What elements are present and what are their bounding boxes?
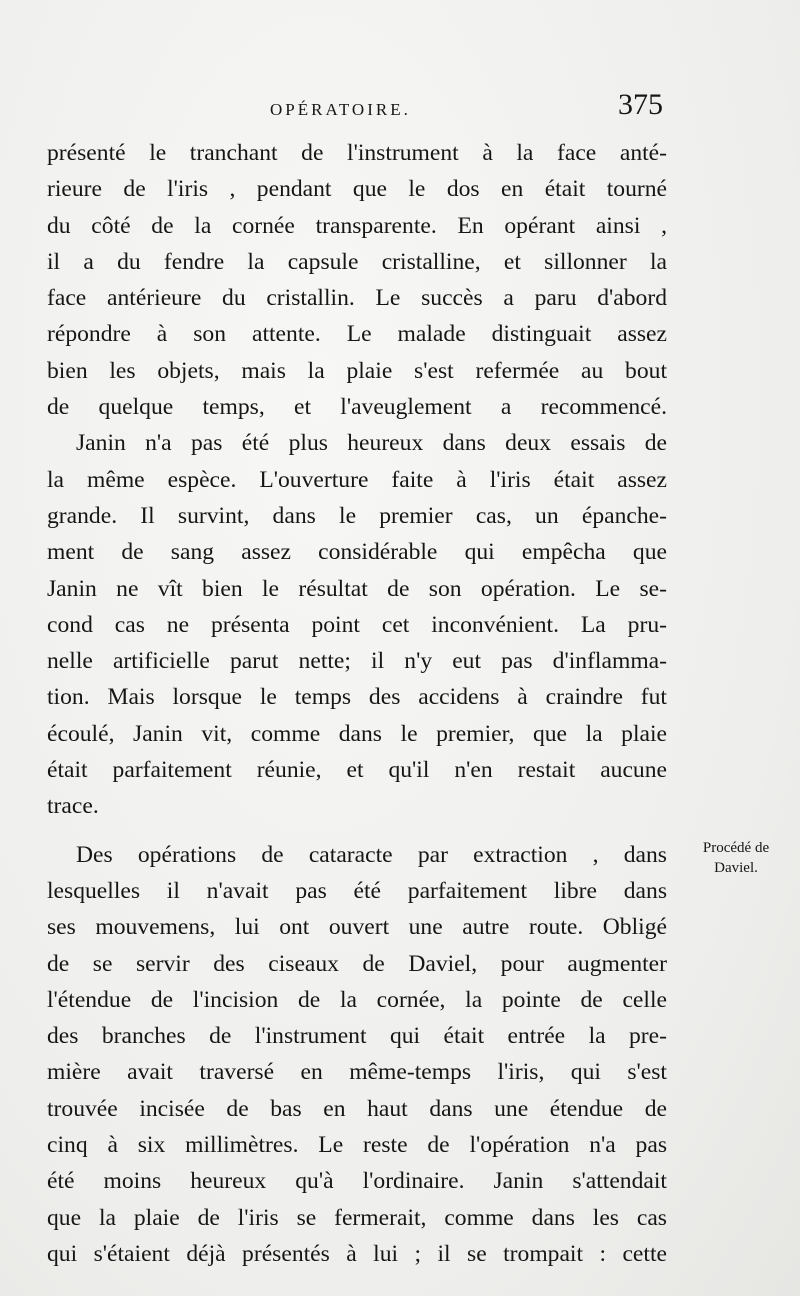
text-line: Des opérations de cataracte par extraction , dans xyxy=(76,841,667,868)
text-line: trouvée incisée de bas en haut dans une étendue de xyxy=(47,1095,667,1122)
text-line: lesquelles il n'avait pas été parfaitement libre dans xyxy=(47,877,667,904)
text-line: que la plaie de l'iris se fermerait, comme dans les cas xyxy=(47,1204,667,1231)
text-line: ses mouvemens, lui ont ouvert une autre route. Obligé xyxy=(47,914,667,941)
text-line: rieure de l'iris , pendant que le dos en était tourné xyxy=(47,176,667,203)
text-line: du côté de la cornée transparente. En opérant ainsi , xyxy=(47,212,667,239)
text-line: qui s'étaient déjà présentés à lui ; il se trompait : cette xyxy=(47,1240,667,1267)
text-line: mière avait traversé en même-temps l'iris, qui s'est xyxy=(47,1059,667,1086)
text-line: grande. Il survint, dans le premier cas, un épanche- xyxy=(47,502,667,529)
text-line: ment de sang assez considérable qui empêcha que xyxy=(47,539,667,566)
text-line: était parfaitement réunie, et qu'il n'en restait aucune xyxy=(47,757,667,784)
margin-note-line: Daviel. xyxy=(714,860,758,876)
text-line: face antérieure du cristallin. Le succès a paru d'abord xyxy=(47,285,667,312)
page-number: 375 xyxy=(618,88,663,121)
margin-note-line: Procédé de xyxy=(702,840,770,856)
text-line: nelle artificielle parut nette; il n'y eut pas d'inflamma- xyxy=(47,648,667,675)
text-line: bien les objets, mais la plaie s'est refermée au bout xyxy=(47,357,667,384)
text-line: Janin ne vît bien le résultat de son opération. Le se- xyxy=(47,575,667,602)
text-line: répondre à son attente. Le malade distinguait assez xyxy=(47,321,667,348)
text-line: de se servir des ciseaux de Daviel, pour augmenter xyxy=(47,950,667,977)
text-line: Janin n'a pas été plus heureux dans deux essais de xyxy=(76,430,667,457)
text-line: cond cas ne présenta point cet inconvénient. La pru- xyxy=(47,611,667,638)
paragraph-gap xyxy=(47,825,667,837)
text-line: il a du fendre la capsule cristalline, et sillonner la xyxy=(47,248,667,275)
text-line: trace. xyxy=(47,793,99,820)
text-line: l'étendue de l'incision de la cornée, la pointe de celle xyxy=(47,986,667,1013)
margin-note xyxy=(686,838,786,878)
paragraph xyxy=(47,135,667,425)
text-line: la même espèce. L'ouverture faite à l'iris était assez xyxy=(47,466,667,493)
paragraph xyxy=(47,837,667,1273)
text-line: des branches de l'instrument qui était entrée la pre- xyxy=(47,1023,667,1050)
paragraph xyxy=(47,425,667,824)
text-line: présenté le tranchant de l'instrument à la face anté- xyxy=(47,140,667,166)
body-text xyxy=(47,135,667,1272)
text-line: écoulé, Janin vit, comme dans le premier, que la plaie xyxy=(47,720,667,747)
text-line: cinq à six millimètres. Le reste de l'opération n'a pas xyxy=(47,1132,667,1159)
running-head: OPÉRATOIRE. xyxy=(270,100,411,119)
text-line: été moins heureux qu'à l'ordinaire. Janin s'attendait xyxy=(47,1168,667,1195)
text-line: de quelque temps, et l'aveuglement a recommencé. xyxy=(47,394,667,421)
text-line: tion. Mais lorsque le temps des accidens à craindre fut xyxy=(47,684,667,711)
